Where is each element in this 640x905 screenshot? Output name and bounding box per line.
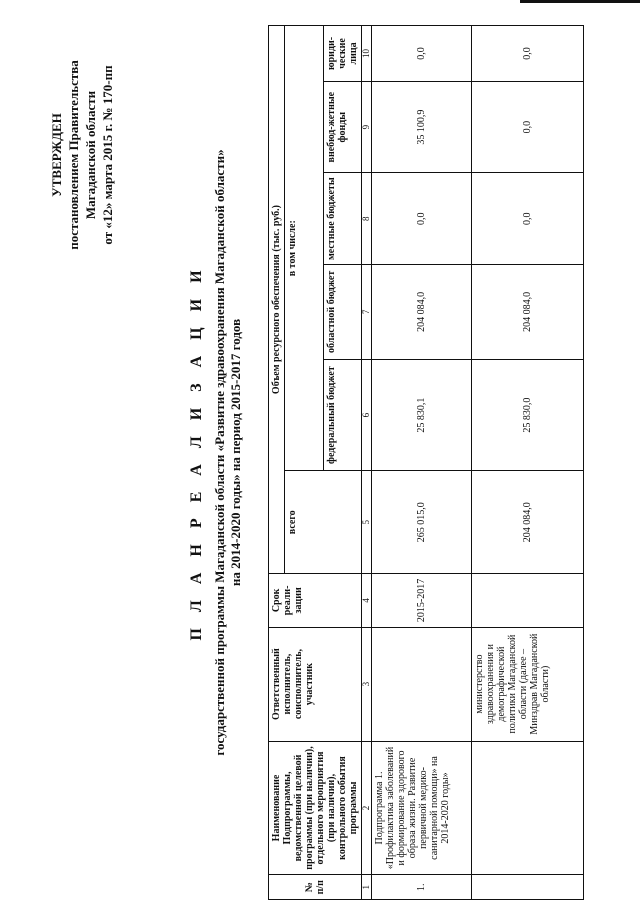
index-cell: 1: [362, 875, 372, 900]
row-term: [472, 574, 584, 628]
row-responsible: министерство здравоохранения и демографической политики Магаданской области (далее – Минздрав Магаданской области): [472, 627, 584, 741]
index-cell: 5: [362, 471, 372, 574]
header-extrabudget: внебюд-жетные фонды: [324, 81, 362, 173]
index-cell: 8: [362, 173, 372, 265]
header-legal: юриди-ческие лица: [324, 26, 362, 82]
row-name: Подпрограмма 1. «Профилактика заболеваний и формирование здорового образа жизни. Развитие первичной медико-санитарной помощи» на 2014-2020 годы»: [372, 741, 472, 875]
plan-table: [268, 25, 584, 900]
row-responsible: [372, 627, 472, 741]
row-local: 0,0: [372, 173, 472, 265]
row-federal: 25 830,0: [472, 359, 584, 471]
approval-line-1: постановлением Правительства: [66, 60, 81, 250]
row-extrabudget: 0,0: [472, 81, 584, 173]
index-cell: 10: [362, 26, 372, 82]
subtitle-line-1: государственной программы Магаданской области «Развитие здравоохранения Магаданской области»: [212, 149, 227, 756]
row-local: 0,0: [472, 173, 584, 265]
header-term: Срок реали-зации: [269, 574, 362, 628]
header-name: Наименование Подпрограммы, ведомственной целевой программы (при наличии), отдельного мероприятия (при наличии), контрольного события программы: [269, 741, 362, 875]
header-volume: Объем ресурсного обеспечения (тыс. руб.): [269, 26, 285, 574]
header-regional: областной бюджет: [324, 264, 362, 359]
index-cell: 7: [362, 264, 372, 359]
row-num: [472, 875, 584, 900]
index-cell: 3: [362, 627, 372, 741]
header-num: № п/п: [269, 875, 362, 900]
approval-block: [48, 15, 116, 295]
row-num: 1.: [372, 875, 472, 900]
table-row: [372, 26, 472, 900]
row-legal: 0,0: [372, 26, 472, 82]
row-regional: 204 084,0: [372, 264, 472, 359]
approval-line-3: от «12» марта 2015 г. № 170-пп: [100, 65, 115, 245]
row-total: 204 084,0: [472, 471, 584, 574]
index-cell: 6: [362, 359, 372, 471]
index-cell: 9: [362, 81, 372, 173]
row-name: [472, 741, 584, 875]
index-cell: 4: [362, 574, 372, 628]
row-regional: 204 084,0: [472, 264, 584, 359]
subtitle-line-2: на 2014-2020 годы» на период 2015-2017 годов: [228, 318, 243, 587]
row-term: 2015-2017: [372, 574, 472, 628]
row-federal: 25 830,1: [372, 359, 472, 471]
plan-subtitle: [212, 60, 244, 845]
header-total: всего: [285, 471, 362, 574]
plan-title: П Л А Н Р Е А Л И З А Ц И И: [188, 264, 205, 641]
row-total: 265 015,0: [372, 471, 472, 574]
approval-title: УТВЕРЖДЕН: [49, 113, 64, 197]
header-including: в том числе:: [285, 26, 324, 471]
header-responsible: Ответственный исполнитель, соисполнитель, участник: [269, 627, 362, 741]
row-extrabudget: 35 100,9: [372, 81, 472, 173]
header-local: местные бюджеты: [324, 173, 362, 265]
index-cell: 2: [362, 741, 372, 875]
row-legal: 0,0: [472, 26, 584, 82]
header-federal: федеральный бюджет: [324, 359, 362, 471]
table-row: [472, 26, 584, 900]
approval-line-2: Магаданской области: [83, 90, 98, 220]
index-row: [362, 26, 372, 900]
header-row-1: [269, 26, 285, 900]
